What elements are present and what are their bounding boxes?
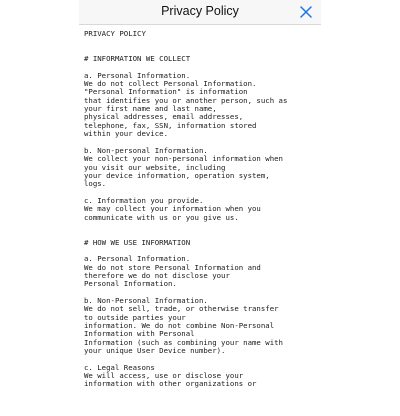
privacy-policy-screen bbox=[79, 0, 321, 416]
page-title: Privacy Policy bbox=[161, 4, 239, 18]
navigation-bar bbox=[79, 0, 321, 25]
close-icon bbox=[297, 3, 315, 21]
privacy-policy-text: PRIVACY POLICY # INFORMATION WE COLLECT a. Personal Information. We do not collect Personal Information. "Personal Information" is information that identifies you or another person, such as your first name and last name, physical addresses, email addresses, telephone, fax, SSN, information stored within your device. b. Non-personal Information. We collect your non-personal information when you visit our website, including your device information, operation system, logs. c. Information you provide. We may collect your information when you communicate with us or you give us. # HOW WE USE INFORMATION a. Personal Information. We do not store Personal Information and therefore we do not disclose your Personal Information. b. Non-Personal Information. We do not sell, trade, or otherwise transfer to outside parties your information. We do not combine Non-Personal Information with Personal Information (such as combining your name with your unique User Device number). c. Legal Reasons We will access, use or disclose your information with other organizations or bbox=[84, 30, 288, 389]
policy-scroll-area[interactable] bbox=[84, 30, 318, 416]
close-button[interactable] bbox=[297, 3, 315, 21]
